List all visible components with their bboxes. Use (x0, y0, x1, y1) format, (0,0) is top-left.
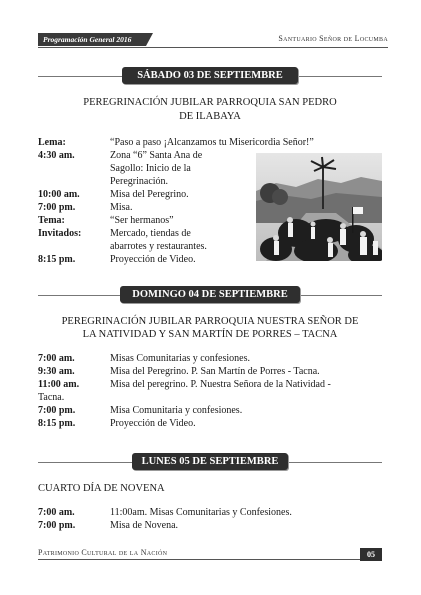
row-desc: Zona “6” Santa Ana de (110, 150, 203, 161)
section-title-domingo-line1: PEREGRINACIÓN JUBILAR PARROQUIA NUESTRA SEÑOR DE (61, 316, 359, 327)
row-time: 10:00 am. (38, 189, 80, 200)
row-time: 7:00 pm. (38, 520, 76, 531)
row-time: 9:30 am. (38, 366, 75, 377)
row-desc: Misa del peregrino. P. Nuestra Señora de la Natividad - (110, 379, 331, 390)
footer-rule (38, 559, 360, 560)
header-sanctuary-title: Santuario Señor de Locumba (278, 34, 388, 43)
row-desc: 11:00am. Misas Comunitarias y Confesiones. (110, 507, 292, 518)
row-desc: Misa del Peregrino. (110, 189, 189, 200)
row-desc: “Paso a paso ¡Alcanzamos tu Misericordia Señor!” (110, 137, 314, 148)
row-desc: Proyección de Video. (110, 418, 196, 429)
row-label: Tema: (38, 215, 65, 226)
row-desc: abarrotes y restaurantes. (110, 241, 207, 252)
section-title-sabado: PEREGRINACIÓN JUBILAR PARROQUIA SAN PEDRO DE ILABAYA (83, 97, 337, 122)
row-time: 4:30 am. (38, 150, 75, 161)
row-desc: Misa Comunitaria y confesiones. (110, 405, 243, 416)
header-program-tab: Programación General 2016 (38, 33, 146, 46)
row-desc: Sagollo: Inicio de la (110, 163, 191, 174)
row-desc: Misa. (110, 202, 133, 213)
row-desc-continued: Tacna. (38, 392, 65, 403)
page-header (38, 33, 388, 47)
row-time: Lema: (38, 137, 66, 148)
section-banner-sabado: SÁBADO 03 DE SEPTIEMBRE (122, 67, 298, 84)
row-desc: Misa de Novena. (110, 520, 179, 531)
row-time: 8:15 pm. (38, 418, 76, 429)
row-time: 7:00 pm. (38, 202, 76, 213)
page-footer (38, 548, 382, 562)
page-number: 05 (360, 548, 382, 561)
row-time: 7:00 am. (38, 353, 75, 364)
row-label: Invitados: (38, 228, 82, 239)
row-desc: “Ser hermanos” (110, 215, 174, 226)
row-time: 8:15 pm. (38, 254, 76, 265)
section-title-lunes: CUARTO DÍA DE NOVENA (38, 483, 165, 494)
pilgrimage-photo (256, 153, 382, 261)
section-banner-lunes: LUNES 05 DE SEPTIEMBRE (132, 453, 288, 470)
row-time: 11:00 am. (38, 379, 80, 390)
row-desc: Misas Comunitarias y confesiones. (110, 353, 250, 364)
row-desc: Proyección de Video. (110, 254, 196, 265)
row-time: 7:00 am. (38, 507, 75, 518)
header-rule (38, 47, 388, 48)
row-desc: Mercado, tiendas de (110, 228, 191, 239)
section-banner-domingo: DOMINGO 04 DE SEPTIEMBRE (120, 286, 300, 303)
row-time: 7:00 pm. (38, 405, 76, 416)
footer-text: Patrimonio Cultural de la Nación (38, 548, 168, 557)
row-desc: Misa del Peregrino. P. San Martín de Porres - Tacna. (110, 366, 320, 377)
row-desc: Peregrinación. (110, 176, 169, 187)
section-title-domingo-line2: LA NATIVIDAD Y SAN MARTÍN DE PORRES – TACNA (82, 329, 338, 340)
